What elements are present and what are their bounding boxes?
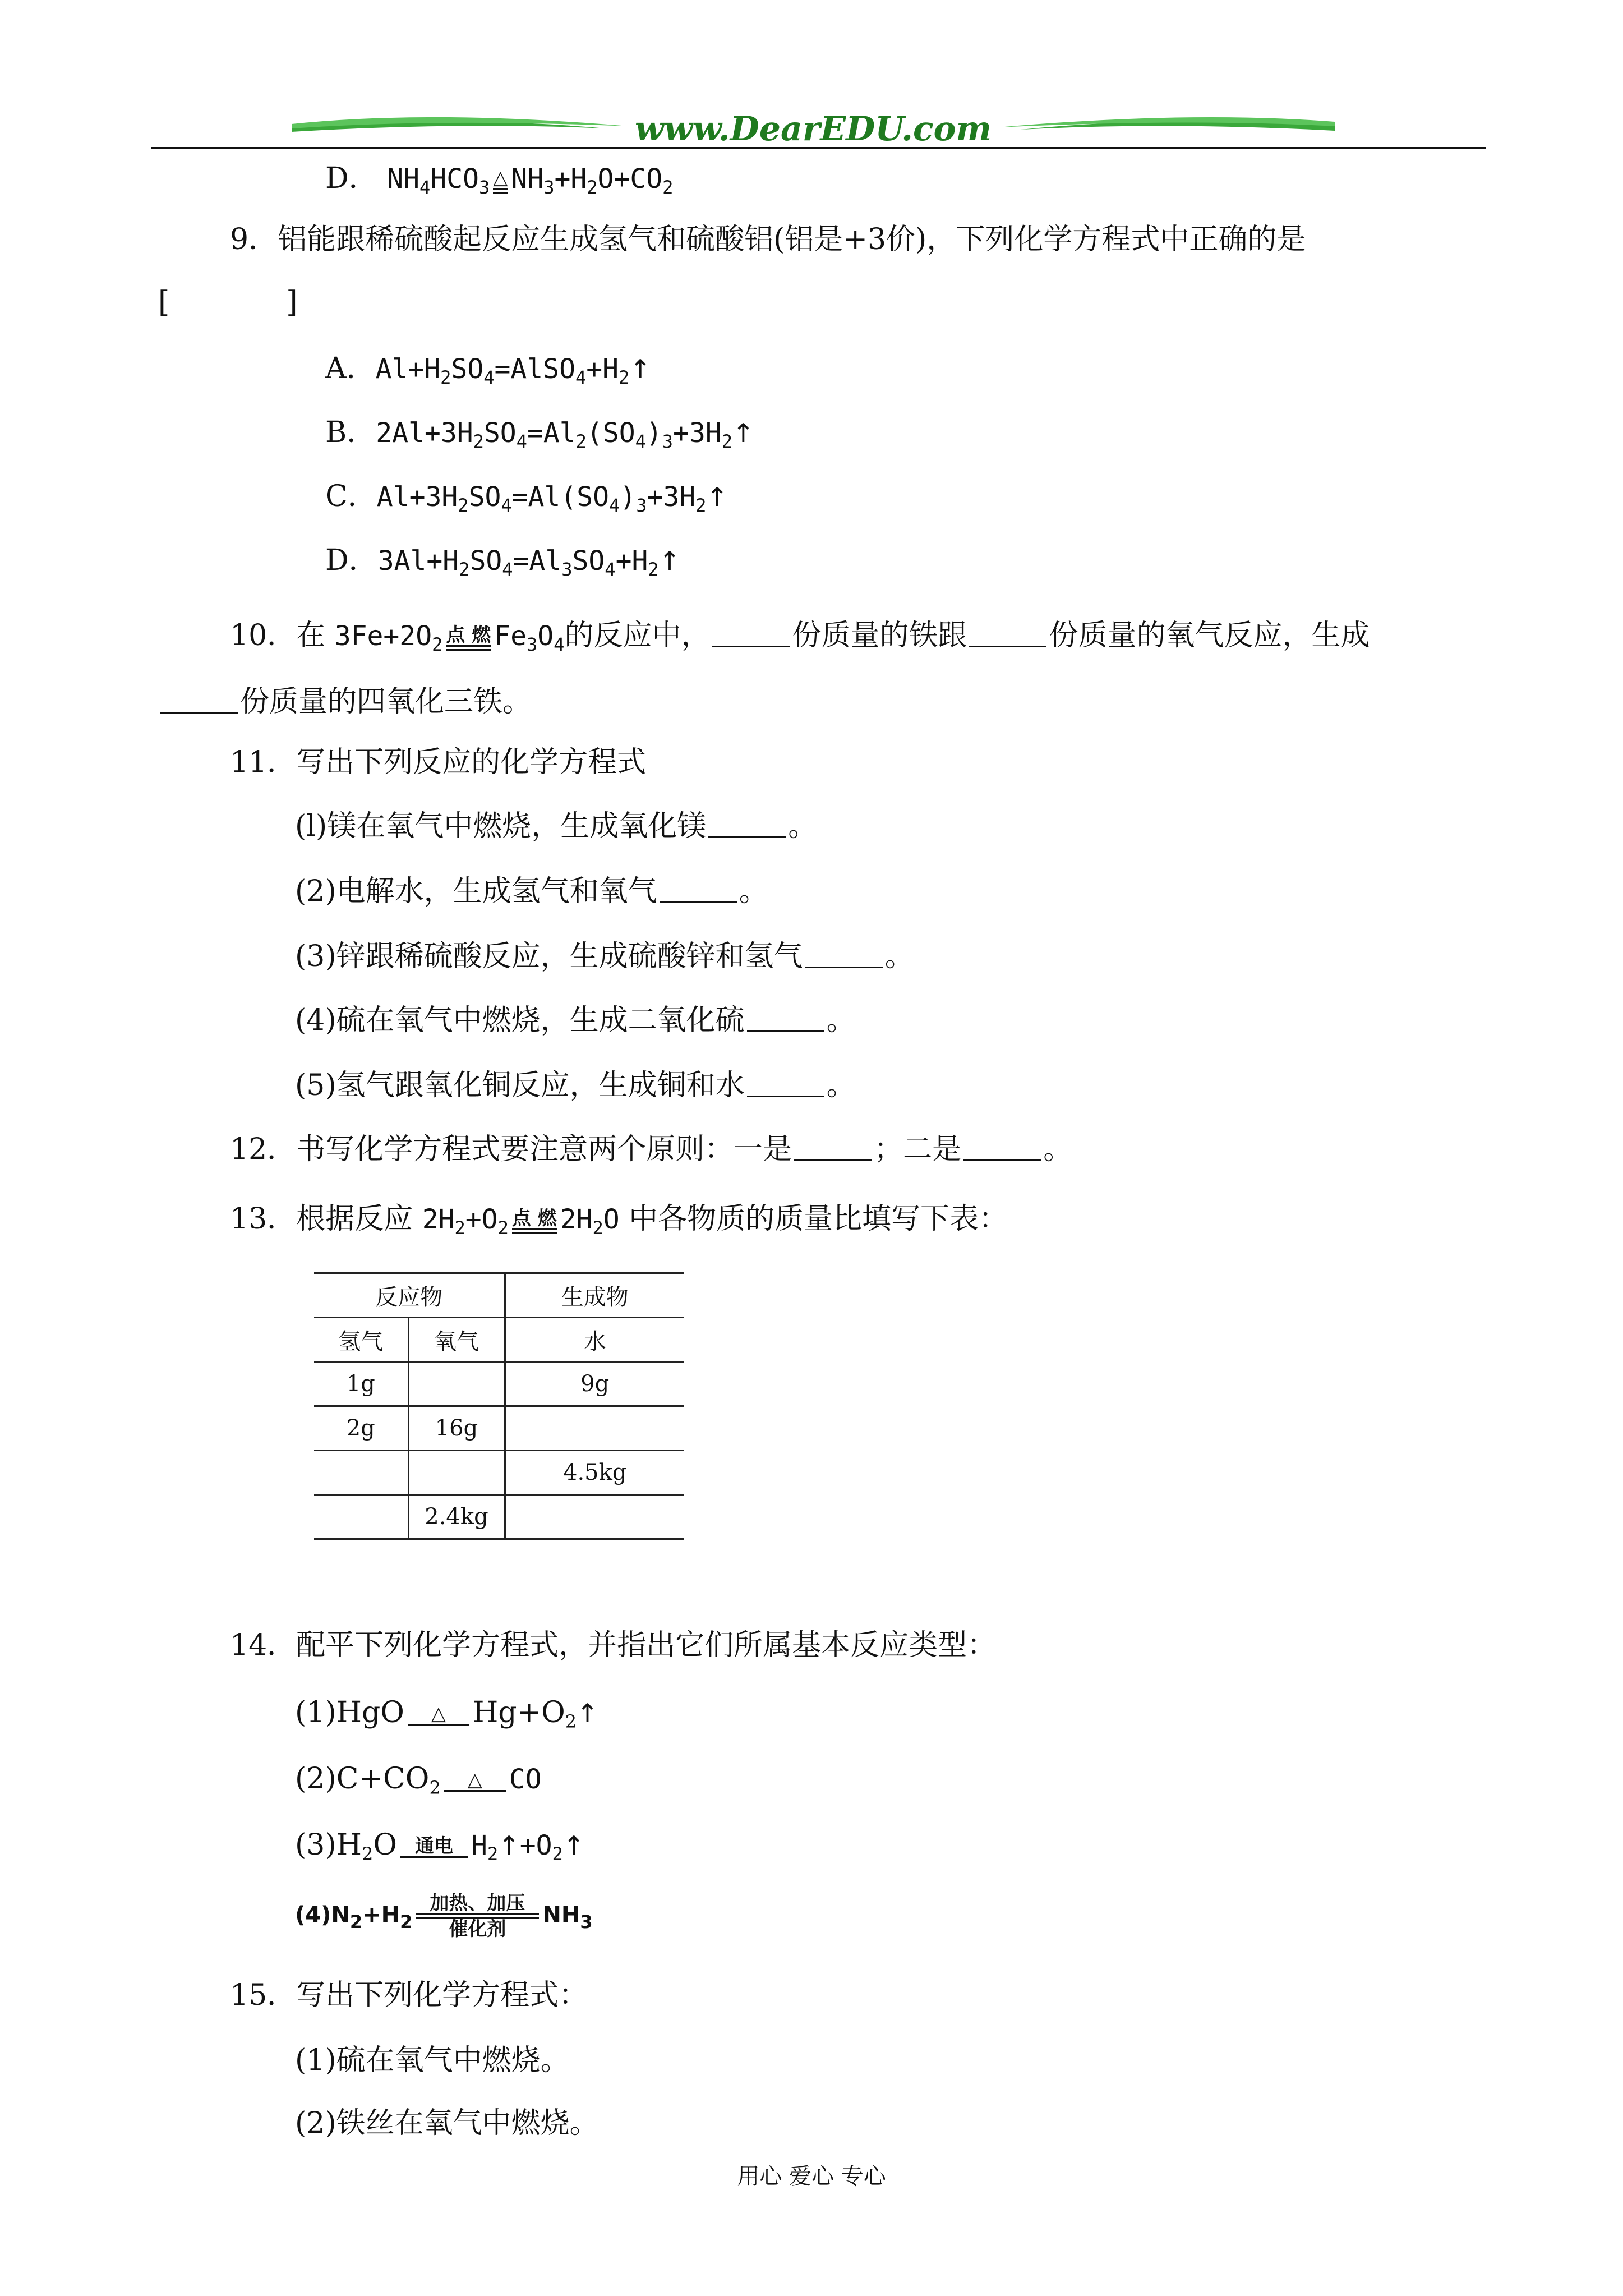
q10-blank-2[interactable] — [969, 622, 1046, 647]
heat-condition-1: △ — [408, 1704, 469, 1726]
q9-option-d: D．$3Al+H_2SO_4=Al_3SO_4+H_2↑$ — [325, 544, 681, 580]
q8-option-d: D． $NH_4HCO_3$ △ $NH_3+H_2O+CO_2$ — [325, 162, 674, 198]
q15-stem: 15．写出下列化学方程式： — [230, 1978, 588, 2012]
table-cell[interactable] — [505, 1495, 684, 1539]
q14-eq-3: $(3)H_2O$ 通电 $H_2↑+O_2↑$ — [295, 1828, 585, 1865]
col-oxygen: 氧气 — [408, 1318, 505, 1362]
table-cell[interactable] — [408, 1362, 505, 1406]
q11-blank-5[interactable] — [747, 1072, 824, 1097]
q11-blank-2[interactable] — [660, 878, 737, 903]
table-row — [314, 1362, 684, 1406]
table-row — [314, 1495, 684, 1539]
q11-item-2: (2)电解水，生成氢气和氧气 。 — [295, 875, 768, 908]
q8-formula: $NH_4HCO_3$ △ $NH_3+H_2O+CO_2$ — [387, 163, 674, 198]
col-water: 水 — [505, 1318, 684, 1362]
q10-line1: 10．在 $3Fe+2O_2$ 点 燃 $Fe_3O_4$的反应中， 份质量的铁跟 份质量的氧气反应，生成 — [230, 619, 1370, 655]
q11-item-4: (4)硫在氧气中燃烧，生成二氧化硫 。 — [295, 1004, 856, 1037]
q9-stem: 9．铝能跟稀硫酸起反应生成氢气和硫酸铝(铝是+3价)，下列化学方程式中正确的是 — [230, 223, 1306, 256]
q9-option-c: C．$Al+3H_2SO_4=Al(SO_4)_3+3H_2↑$ — [325, 480, 728, 516]
header-reactants: 反应物 — [314, 1273, 505, 1318]
q10-blank-1[interactable] — [712, 622, 790, 647]
q11-item-1: (l)镁在氧气中燃烧，生成氧化镁 。 — [295, 809, 818, 843]
catalyst-condition: 加热、加压 催化剂 — [416, 1893, 539, 1939]
q14-stem: 14．配平下列化学方程式，并指出它们所属基本反应类型： — [230, 1628, 997, 1662]
q13-stem: 13．根据反应 $2H_2+O_2$ 点 燃 $2H_2O$ 中各物质的质量比填写下表： — [230, 1202, 1008, 1239]
q14-eq-1: (1)HgO △ $Hg+O_2↑$ — [295, 1696, 598, 1732]
q9-option-a: A．$Al+H_2SO_4=AlSO_4+H_2↑$ — [325, 352, 651, 388]
ignite-condition-2: 点 燃 — [512, 1208, 557, 1234]
heat-condition: △ — [493, 168, 508, 194]
q11-item-3: (3)锌跟稀硫酸反应，生成硫酸锌和氢气 。 — [295, 940, 914, 973]
table-row — [314, 1451, 684, 1495]
table-cell[interactable] — [505, 1406, 684, 1451]
table-cell[interactable] — [314, 1451, 408, 1495]
q11-item-5: (5)氢气跟氧化铜反应，生成铜和水 。 — [295, 1069, 856, 1102]
table-cell[interactable] — [408, 1451, 505, 1495]
table-cell[interactable]: 16g — [408, 1406, 505, 1451]
q12-blank-2[interactable] — [963, 1136, 1041, 1161]
table-cell[interactable]: 2g — [314, 1406, 408, 1451]
q15-item-1: (1)硫在氧气中燃烧。 — [295, 2044, 570, 2077]
heat-condition-2: △ — [444, 1770, 506, 1792]
q11-blank-4[interactable] — [747, 1007, 824, 1032]
logo-text: www.DearEDU.com — [634, 109, 992, 149]
q11-blank-3[interactable] — [805, 943, 883, 968]
table-cell[interactable] — [314, 1495, 408, 1539]
col-hydrogen: 氢气 — [314, 1318, 408, 1362]
q12: 12．书写化学方程式要注意两个原则：一是 ；二是 。 — [230, 1133, 1073, 1166]
table-cell[interactable]: 2.4kg — [408, 1495, 505, 1539]
ignite-condition: 点 燃 — [446, 625, 491, 651]
electric-condition: 通电 — [400, 1836, 468, 1858]
table-row — [314, 1406, 684, 1451]
header-rule — [151, 147, 1486, 149]
q9-option-b: B．$2Al+3H_2SO_4=Al_2(SO_4)_3+3H_2↑$ — [325, 416, 754, 452]
table-cell[interactable]: 1g — [314, 1362, 408, 1406]
q14-eq-2: $(2)C+CO_2$ △ CO — [295, 1762, 542, 1798]
q11-stem: 11．写出下列反应的化学方程式 — [230, 746, 647, 779]
q9-bracket: [ ] — [158, 286, 298, 319]
q12-blank-1[interactable] — [794, 1136, 872, 1161]
q10-blank-3[interactable] — [160, 688, 238, 714]
header-products: 生成物 — [505, 1273, 684, 1318]
q11-blank-1[interactable] — [708, 813, 786, 838]
table-cell[interactable]: 9g — [505, 1362, 684, 1406]
header-logo — [292, 109, 1335, 149]
table-cell[interactable]: 4.5kg — [505, 1451, 684, 1495]
q10-line2: 份质量的四氧化三铁。 — [158, 683, 532, 720]
mass-ratio-table — [314, 1272, 684, 1540]
page-footer: 用心 爱心 专心 — [737, 2164, 886, 2189]
q15-item-2: (2)铁丝在氧气中燃烧。 — [295, 2106, 599, 2140]
q14-eq-4: $(4)N_2+H_2$ 加热、加压 催化剂 $NH_3$ — [295, 1892, 593, 1940]
